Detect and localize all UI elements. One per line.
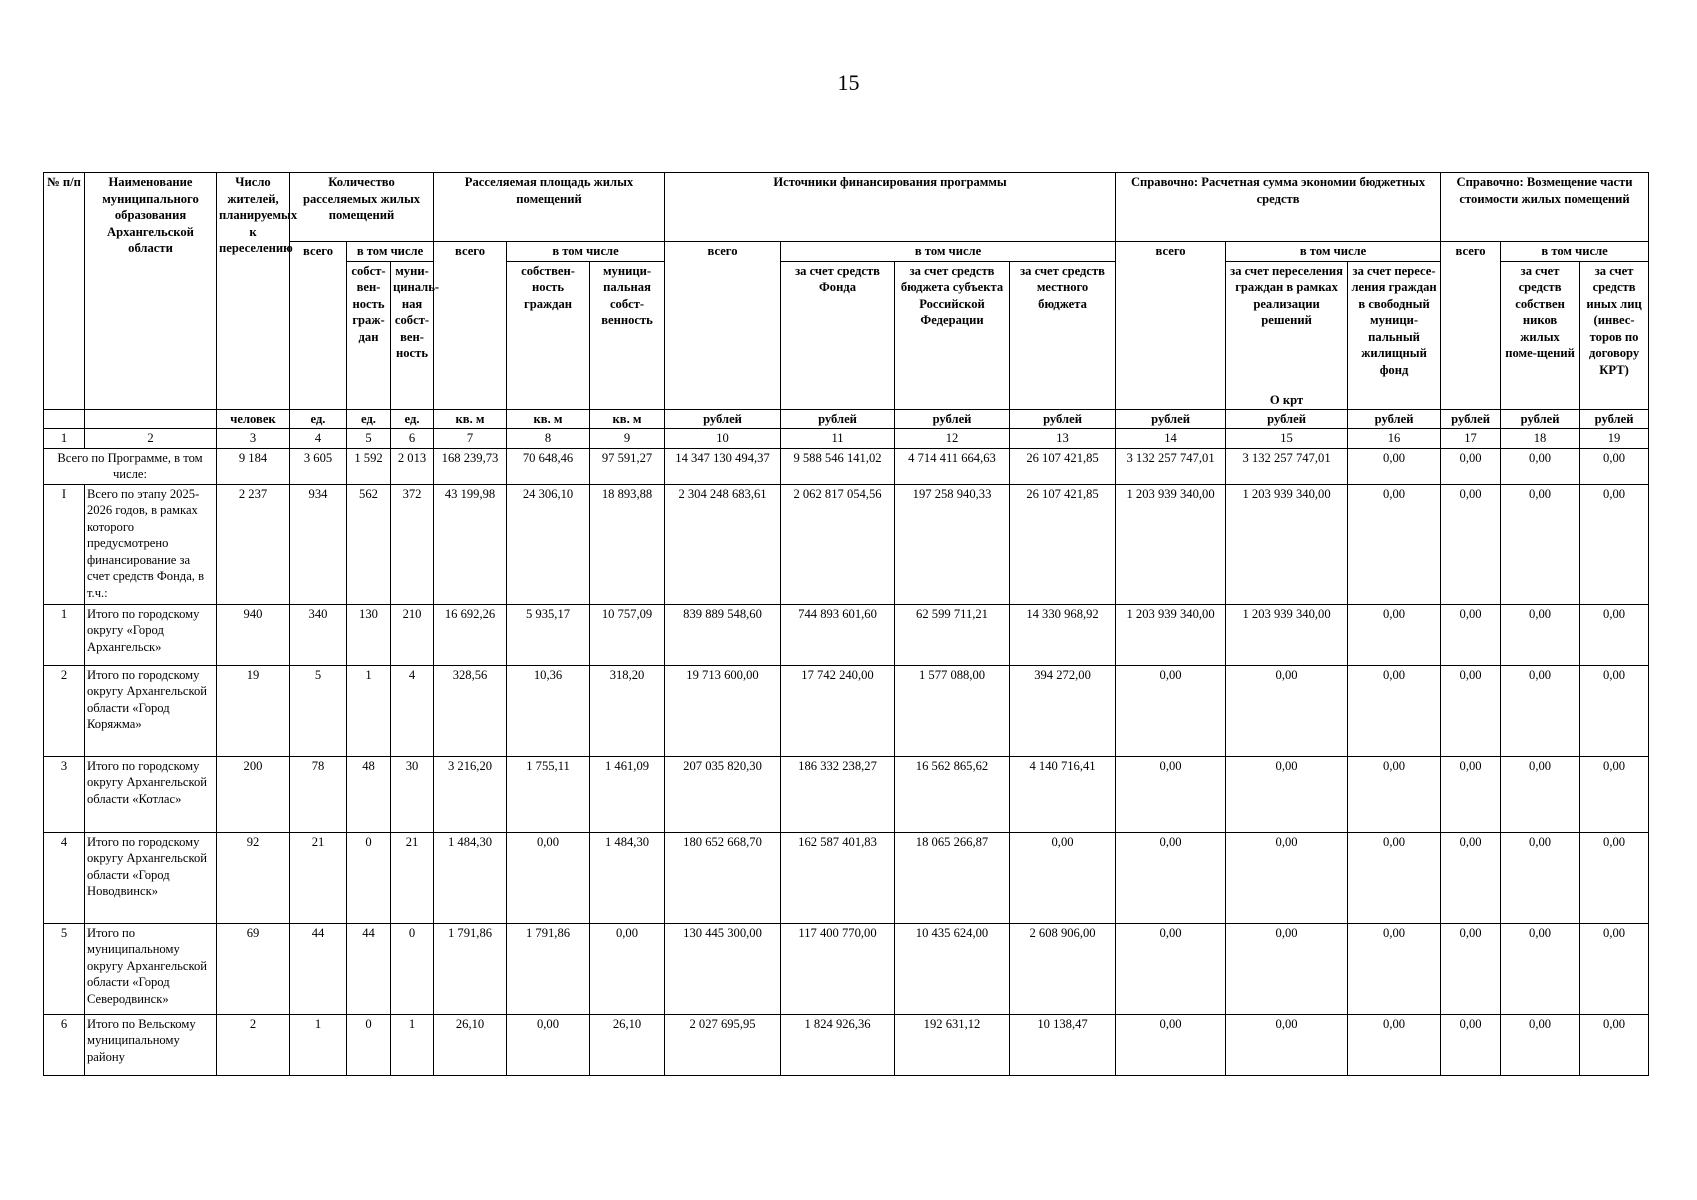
value-cell: 0,00: [1348, 448, 1441, 484]
value-cell: 328,56: [434, 665, 507, 756]
unit-cell: рублей: [1116, 409, 1226, 429]
row-number: 1: [44, 604, 85, 665]
unit-cell: рублей: [1441, 409, 1501, 429]
value-cell: 0,00: [1226, 832, 1348, 923]
value-cell: 24 306,10: [507, 484, 590, 604]
value-cell: 200: [217, 756, 290, 832]
value-cell: 70 648,46: [507, 448, 590, 484]
value-cell: 0,00: [1501, 484, 1580, 604]
column-numbers-row: [44, 429, 1649, 449]
value-cell: 1 791,86: [507, 923, 590, 1014]
value-cell: 18 065 266,87: [895, 832, 1010, 923]
column-number: 5: [347, 429, 391, 449]
value-cell: 0,00: [1501, 832, 1580, 923]
row-name: Всего по Программе, в том числе:: [44, 448, 217, 484]
unit-cell: рублей: [665, 409, 781, 429]
value-cell: 0,00: [1501, 1014, 1580, 1075]
value-cell: 0,00: [1441, 832, 1501, 923]
value-cell: 0,00: [1441, 923, 1501, 1014]
value-cell: 0,00: [1226, 1014, 1348, 1075]
value-cell: 2: [217, 1014, 290, 1075]
value-cell: 0,00: [1580, 756, 1649, 832]
value-cell: 2 304 248 683,61: [665, 484, 781, 604]
value-cell: 0,00: [1116, 665, 1226, 756]
value-cell: 4: [391, 665, 434, 756]
value-cell: 3 132 257 747,01: [1226, 448, 1348, 484]
header-sav-krt-text: за счет переселения граждан в рамках реализации решений: [1230, 263, 1343, 327]
value-cell: 10 435 624,00: [895, 923, 1010, 1014]
value-cell: 0,00: [1501, 448, 1580, 484]
value-cell: 0,00: [1501, 665, 1580, 756]
value-cell: 97 591,27: [590, 448, 665, 484]
value-cell: 0,00: [1441, 604, 1501, 665]
header-name: Наименование муниципального образования Архангельской области: [85, 173, 217, 410]
unit-cell: рублей: [895, 409, 1010, 429]
value-cell: 0,00: [1348, 1014, 1441, 1075]
value-cell: 839 889 548,60: [665, 604, 781, 665]
value-cell: 1 484,30: [434, 832, 507, 923]
unit-cell: ед.: [347, 409, 391, 429]
column-number: 6: [391, 429, 434, 449]
header-no: № п/п: [44, 173, 85, 410]
column-number: 10: [665, 429, 781, 449]
column-number: 2: [85, 429, 217, 449]
value-cell: 3 605: [290, 448, 347, 484]
column-number: 18: [1501, 429, 1580, 449]
header-sav-total: всего: [1116, 242, 1226, 410]
header-comp-others: за счет средств иных лиц (инвес-торов по договору КРТ): [1580, 261, 1649, 409]
value-cell: 43 199,98: [434, 484, 507, 604]
header-area-incl: в том числе: [507, 242, 665, 262]
value-cell: 10 757,09: [590, 604, 665, 665]
column-number: 12: [895, 429, 1010, 449]
value-cell: 562: [347, 484, 391, 604]
value-cell: 207 035 820,30: [665, 756, 781, 832]
value-cell: 210: [391, 604, 434, 665]
value-cell: 21: [391, 832, 434, 923]
value-cell: 18 893,88: [590, 484, 665, 604]
value-cell: 1: [290, 1014, 347, 1075]
value-cell: 14 330 968,92: [1010, 604, 1116, 665]
value-cell: 0,00: [1116, 923, 1226, 1014]
header-qty-incl: в том числе: [347, 242, 434, 262]
value-cell: 0,00: [1580, 448, 1649, 484]
unit-cell: рублей: [1010, 409, 1116, 429]
value-cell: 117 400 770,00: [781, 923, 895, 1014]
value-cell: 1 592: [347, 448, 391, 484]
value-cell: 26,10: [590, 1014, 665, 1075]
value-cell: 0,00: [1501, 604, 1580, 665]
unit-cell: ед.: [391, 409, 434, 429]
value-cell: 0,00: [1348, 756, 1441, 832]
value-cell: 192 631,12: [895, 1014, 1010, 1075]
value-cell: 2 027 695,95: [665, 1014, 781, 1075]
value-cell: 1 203 939 340,00: [1116, 604, 1226, 665]
table-row: [44, 1014, 1649, 1075]
unit-cell: кв. м: [434, 409, 507, 429]
value-cell: 19 713 600,00: [665, 665, 781, 756]
value-cell: 0,00: [1580, 923, 1649, 1014]
value-cell: 1: [391, 1014, 434, 1075]
value-cell: 69: [217, 923, 290, 1014]
value-cell: 197 258 940,33: [895, 484, 1010, 604]
header-fin-fund: за счет средств Фонда: [781, 261, 895, 409]
unit-cell: кв. м: [590, 409, 665, 429]
value-cell: 16 562 865,62: [895, 756, 1010, 832]
value-cell: 394 272,00: [1010, 665, 1116, 756]
value-cell: 1 203 939 340,00: [1116, 484, 1226, 604]
page-number: 15: [837, 70, 860, 95]
header-quantity: Количество расселяемых жилых помещений: [290, 173, 434, 242]
value-cell: 372: [391, 484, 434, 604]
value-cell: 130 445 300,00: [665, 923, 781, 1014]
value-cell: 1 461,09: [590, 756, 665, 832]
header-fin-incl: в том числе: [781, 242, 1116, 262]
table-row: [44, 756, 1649, 832]
value-cell: 0,00: [1348, 484, 1441, 604]
row-number: I: [44, 484, 85, 604]
value-cell: 1 203 939 340,00: [1226, 604, 1348, 665]
value-cell: 0,00: [507, 832, 590, 923]
row-name: Итого по городскому округу Архангельской области «Город Новодвинск»: [85, 832, 217, 923]
header-comp-incl: в том числе: [1501, 242, 1649, 262]
table-row: [44, 484, 1649, 604]
header-qty-own: собст-вен-ность граж-дан: [347, 261, 391, 409]
value-cell: 19: [217, 665, 290, 756]
value-cell: 1 791,86: [434, 923, 507, 1014]
header-sav-krt-bottom: О крт: [1269, 393, 1304, 407]
value-cell: 162 587 401,83: [781, 832, 895, 923]
row-name: Итого по городскому округу Архангельской области «Котлас»: [85, 756, 217, 832]
value-cell: 940: [217, 604, 290, 665]
value-cell: 0,00: [1580, 665, 1649, 756]
unit-cell: рублей: [1348, 409, 1441, 429]
value-cell: 4 140 716,41: [1010, 756, 1116, 832]
value-cell: 9 184: [217, 448, 290, 484]
value-cell: 30: [391, 756, 434, 832]
unit-cell: ед.: [290, 409, 347, 429]
value-cell: 0,00: [1580, 604, 1649, 665]
value-cell: 0,00: [1348, 604, 1441, 665]
row-number: 3: [44, 756, 85, 832]
column-number: 7: [434, 429, 507, 449]
value-cell: 0,00: [1226, 665, 1348, 756]
row-name: Итого по городскому округу Архангельской области «Город Коряжма»: [85, 665, 217, 756]
row-name: Итого по Вельскому муниципальному району: [85, 1014, 217, 1075]
header-area: Расселяемая площадь жилых помещений: [434, 173, 665, 242]
column-number: 9: [590, 429, 665, 449]
value-cell: 186 332 238,27: [781, 756, 895, 832]
value-cell: 0,00: [1441, 1014, 1501, 1075]
value-cell: 5 935,17: [507, 604, 590, 665]
value-cell: 0,00: [1441, 484, 1501, 604]
header-financing: Источники финансирования программы: [665, 173, 1116, 242]
header-fin-subject: за счет средств бюджета субъекта Российской Федерации: [895, 261, 1010, 409]
value-cell: 0,00: [507, 1014, 590, 1075]
table-row: [44, 604, 1649, 665]
value-cell: 0,00: [1441, 665, 1501, 756]
value-cell: 340: [290, 604, 347, 665]
header-qty-total: всего: [290, 242, 347, 410]
value-cell: 3 132 257 747,01: [1116, 448, 1226, 484]
header-sav-krt: [1226, 261, 1348, 409]
value-cell: 1 577 088,00: [895, 665, 1010, 756]
header-area-own: собствен-ность граждан: [507, 261, 590, 409]
column-number: 3: [217, 429, 290, 449]
value-cell: 3 216,20: [434, 756, 507, 832]
value-cell: 0,00: [1348, 923, 1441, 1014]
column-number: 14: [1116, 429, 1226, 449]
header-area-mun: муници-пальная собст-венность: [590, 261, 665, 409]
header-savings: Справочно: Расчетная сумма экономии бюджетных средств: [1116, 173, 1441, 242]
value-cell: 62 599 711,21: [895, 604, 1010, 665]
value-cell: 14 347 130 494,37: [665, 448, 781, 484]
value-cell: 0: [347, 832, 391, 923]
value-cell: 2 062 817 054,56: [781, 484, 895, 604]
value-cell: 180 652 668,70: [665, 832, 781, 923]
row-number: 4: [44, 832, 85, 923]
value-cell: 16 692,26: [434, 604, 507, 665]
column-number: 17: [1441, 429, 1501, 449]
program-table: [43, 172, 1649, 1076]
value-cell: 0: [347, 1014, 391, 1075]
column-number: 19: [1580, 429, 1649, 449]
value-cell: 26 107 421,85: [1010, 448, 1116, 484]
column-number: 8: [507, 429, 590, 449]
value-cell: 0,00: [1501, 756, 1580, 832]
value-cell: 2 013: [391, 448, 434, 484]
value-cell: 0,00: [1116, 756, 1226, 832]
row-number: 2: [44, 665, 85, 756]
value-cell: 0,00: [1116, 832, 1226, 923]
column-number: 1: [44, 429, 85, 449]
value-cell: 744 893 601,60: [781, 604, 895, 665]
value-cell: 0,00: [1441, 756, 1501, 832]
column-number: 16: [1348, 429, 1441, 449]
table-row: [44, 448, 1649, 484]
value-cell: 48: [347, 756, 391, 832]
value-cell: 17 742 240,00: [781, 665, 895, 756]
value-cell: 44: [290, 923, 347, 1014]
value-cell: 4 714 411 664,63: [895, 448, 1010, 484]
value-cell: 1: [347, 665, 391, 756]
unit-cell: человек: [217, 409, 290, 429]
value-cell: 1 755,11: [507, 756, 590, 832]
unit-cell: кв. м: [507, 409, 590, 429]
value-cell: 168 239,73: [434, 448, 507, 484]
value-cell: 0,00: [1348, 665, 1441, 756]
value-cell: 10,36: [507, 665, 590, 756]
value-cell: 5: [290, 665, 347, 756]
value-cell: 0,00: [1501, 923, 1580, 1014]
value-cell: 1 203 939 340,00: [1226, 484, 1348, 604]
header-comp-total: всего: [1441, 242, 1501, 410]
value-cell: 2 237: [217, 484, 290, 604]
table-row: [44, 832, 1649, 923]
value-cell: 44: [347, 923, 391, 1014]
value-cell: 0,00: [1348, 832, 1441, 923]
unit-cell: рублей: [1580, 409, 1649, 429]
header-compensation: Справочно: Возмещение части стоимости жилых помещений: [1441, 173, 1649, 242]
value-cell: 2 608 906,00: [1010, 923, 1116, 1014]
column-number: 15: [1226, 429, 1348, 449]
row-name: Итого по муниципальному округу Архангельской области «Город Северодвинск»: [85, 923, 217, 1014]
value-cell: 0,00: [1580, 1014, 1649, 1075]
header-qty-mun: муни-циналь-ная собст-вен-ность: [391, 261, 434, 409]
header-sav-incl: в том числе: [1226, 242, 1441, 262]
header-fin-total: всего: [665, 242, 781, 410]
value-cell: 21: [290, 832, 347, 923]
unit-cell: рублей: [781, 409, 895, 429]
table-row: [44, 923, 1649, 1014]
value-cell: 1 824 926,36: [781, 1014, 895, 1075]
value-cell: 0: [391, 923, 434, 1014]
value-cell: 1 484,30: [590, 832, 665, 923]
header-residents: Число жителей, планируемых к переселению: [217, 173, 290, 410]
value-cell: 318,20: [590, 665, 665, 756]
column-number: 13: [1010, 429, 1116, 449]
row-number: 6: [44, 1014, 85, 1075]
value-cell: 0,00: [1580, 484, 1649, 604]
value-cell: 0,00: [1226, 923, 1348, 1014]
value-cell: 0,00: [1116, 1014, 1226, 1075]
value-cell: 92: [217, 832, 290, 923]
value-cell: 934: [290, 484, 347, 604]
value-cell: 0,00: [1226, 756, 1348, 832]
header-area-total: всего: [434, 242, 507, 410]
value-cell: 10 138,47: [1010, 1014, 1116, 1075]
value-cell: 0,00: [590, 923, 665, 1014]
unit-cell: рублей: [1501, 409, 1580, 429]
value-cell: 78: [290, 756, 347, 832]
column-number: 4: [290, 429, 347, 449]
row-name: Итого по городскому округу «Город Архангельск»: [85, 604, 217, 665]
table-row: [44, 665, 1649, 756]
value-cell: 26 107 421,85: [1010, 484, 1116, 604]
header-fin-local: за счет средств местного бюджета: [1010, 261, 1116, 409]
value-cell: 0,00: [1010, 832, 1116, 923]
row-number: 5: [44, 923, 85, 1014]
header-comp-owners: за счет средств собствен ников жилых поме-щений: [1501, 261, 1580, 409]
value-cell: 130: [347, 604, 391, 665]
value-cell: 26,10: [434, 1014, 507, 1075]
unit-cell: рублей: [1226, 409, 1348, 429]
value-cell: 0,00: [1580, 832, 1649, 923]
header-sav-free: за счет пересе-ления граждан в свободный муници-пальный жилищный фонд: [1348, 261, 1441, 409]
value-cell: 9 588 546 141,02: [781, 448, 895, 484]
value-cell: 0,00: [1441, 448, 1501, 484]
row-name: Всего по этапу 2025-2026 годов, в рамках которого предусмотрено финансирование за счет средств Фонда, в т.ч.:: [85, 484, 217, 604]
column-number: 11: [781, 429, 895, 449]
